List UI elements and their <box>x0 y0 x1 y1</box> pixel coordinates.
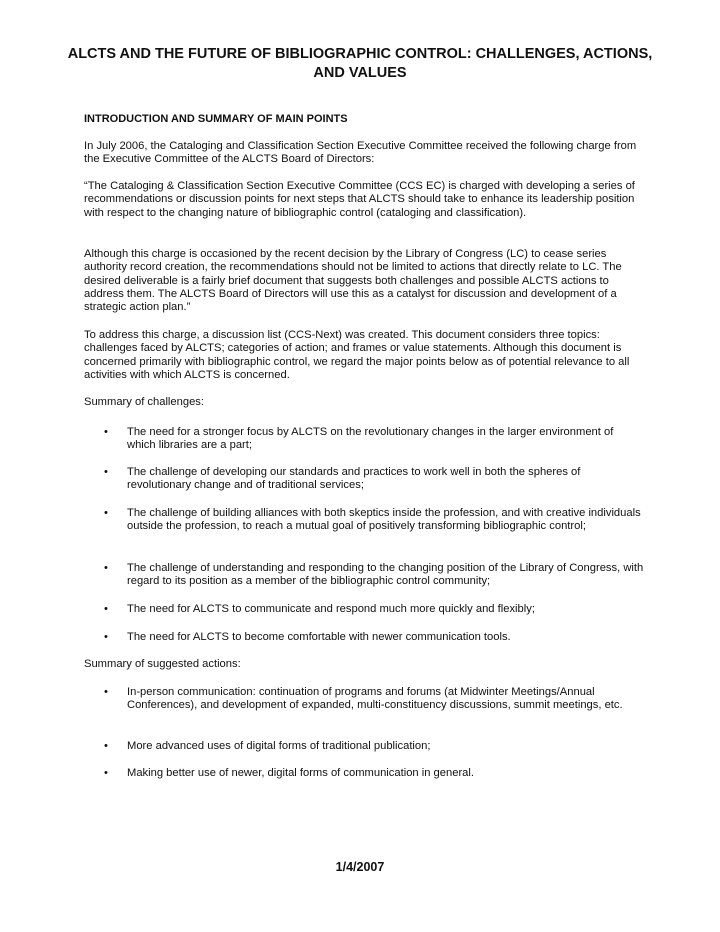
bullet-icon: • <box>104 426 108 438</box>
bullet-icon: • <box>104 466 108 478</box>
list-item <box>84 767 644 780</box>
footer-date: 1/4/2007 <box>335 860 385 874</box>
list-item <box>84 686 644 713</box>
list-item <box>84 631 644 644</box>
list-item-text: In-person communication: continuation of programs and forums (at Midwinter Meetings/Annual Conferences), and development of expanded, multi-constituency discussions, summit meetings, etc. <box>127 686 623 712</box>
document-title: ALCTS AND THE FUTURE OF BIBLIOGRAPHIC CONTROL: CHALLENGES, ACTIONS, AND VALUES <box>67 46 653 81</box>
bullet-icon: • <box>104 686 108 698</box>
section-heading: INTRODUCTION AND SUMMARY OF MAIN POINTS <box>84 113 348 125</box>
challenges-list-2 <box>84 466 644 493</box>
actions-label: Summary of suggested actions: <box>84 658 241 670</box>
list-item <box>84 507 644 534</box>
list-item-text: The challenge of building alliances with both skeptics inside the profession, and with creative individuals outside the profession, to reach a mutual goal of positively transforming bibliographic control; <box>127 507 641 533</box>
list-item <box>84 740 644 753</box>
challenges-list-1 <box>84 426 644 453</box>
list-item-text: Making better use of newer, digital forms of communication in general. <box>127 767 474 779</box>
list-item-text: The need for ALCTS to become comfortable with newer communication tools. <box>127 631 511 643</box>
bullet-icon: • <box>104 740 108 752</box>
bullet-icon: • <box>104 562 108 574</box>
actions-list-2 <box>84 740 644 753</box>
bullet-icon: • <box>104 507 108 519</box>
list-item-text: The challenge of developing our standards and practices to work well in both the spheres of revolutionary change and of traditional services; <box>127 466 581 492</box>
challenges-list-4 <box>84 562 644 589</box>
list-item <box>84 603 644 616</box>
actions-list-3 <box>84 767 644 780</box>
bullet-icon: • <box>104 603 108 615</box>
bullet-icon: • <box>104 631 108 643</box>
list-item-text: More advanced uses of digital forms of traditional publication; <box>127 740 431 752</box>
paragraph-approach: To address this charge, a discussion list (CCS-Next) was created. This document considers three topics: challenges faced by ALCTS; categories of action; and frames or value statements. Although this document is concerned primarily with bibliographic control, we regard the major points below as of potential relevance to all activities with which ALCTS is concerned. <box>84 329 630 381</box>
actions-list-1 <box>84 686 644 713</box>
paragraph-charge-context: Although this charge is occasioned by the recent decision by the Library of Congress (LC) to cease series authority record creation, the recommendations should not be limited to actions that directly relate to LC. The desired deliverable is a fairly brief document that suggests both challenges and possible ALCTS actions to address them. The ALCTS Board of Directors will use this as a catalyst for discussion and development of a strategic action plan.” <box>84 248 622 314</box>
list-item <box>84 562 644 589</box>
list-item-text: The challenge of understanding and responding to the changing position of the Library of Congress, with regard to its position as a member of the bibliographic control community; <box>127 562 644 588</box>
paragraph-charge-quote: “The Cataloging & Classification Section Executive Committee (CCS EC) is charged with developing a series of recommendations or discussion points for next steps that ALCTS should take to enhance its leadership position with respect to the changing nature of bibliographic control (cataloging and classification). <box>84 180 635 219</box>
challenges-list-3 <box>84 507 644 534</box>
paragraph-intro: In July 2006, the Cataloging and Classification Section Executive Committee received the following charge from the Executive Committee of the ALCTS Board of Directors: <box>84 140 637 166</box>
list-item-text: The need for a stronger focus by ALCTS on the revolutionary changes in the larger environment of which libraries are a part; <box>127 426 614 452</box>
list-item-text: The need for ALCTS to communicate and respond much more quickly and flexibly; <box>127 603 535 615</box>
list-item <box>84 426 644 453</box>
challenges-list-6 <box>84 631 644 644</box>
list-item <box>84 466 644 493</box>
challenges-label: Summary of challenges: <box>84 396 205 408</box>
bullet-icon: • <box>104 767 108 779</box>
challenges-list-5 <box>84 603 644 616</box>
